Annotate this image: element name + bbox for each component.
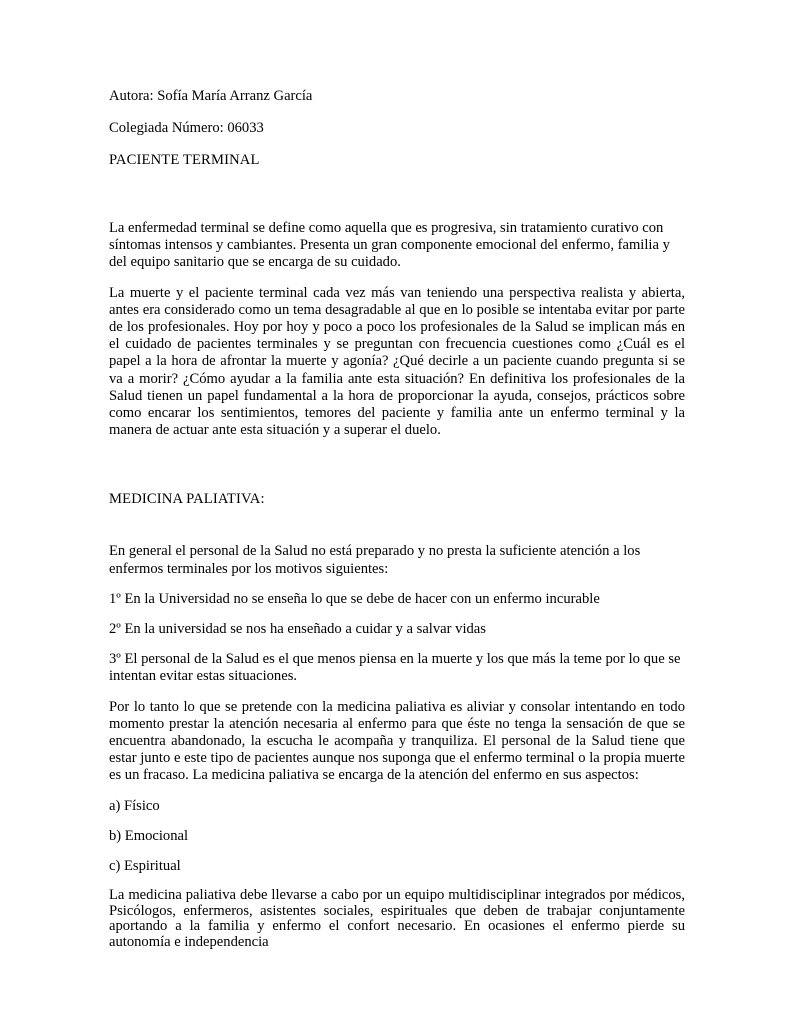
- spacer: [109, 272, 685, 285]
- spacer: [109, 845, 685, 858]
- list-item: a) Físico: [109, 797, 160, 814]
- spacer: [109, 815, 685, 828]
- license-number-line: Colegiada Número: 06033: [109, 120, 264, 136]
- list-item: 2º En la universidad se nos ha enseñado a cuidar y a salvar vidas: [109, 621, 486, 638]
- section-heading-medicina-paliativa: MEDICINA PALIATIVA:: [109, 491, 265, 508]
- list-item: 3º El personal de la Salud es el que menos piensa en la muerte y los que más la teme por lo que se intentan evitar estas situaciones.: [109, 651, 681, 685]
- list-item: 1º En la Universidad no se enseña lo que se debe de hacer con un enfermo incurable: [109, 590, 600, 607]
- spacer: [109, 578, 685, 591]
- spacer: [109, 608, 685, 621]
- paragraph-goal: Por lo tanto lo que se pretende con la medicina paliativa es aliviar y consolar intentando en todo momento prestar la atención necesaria al enfermo para que éste no tenga la sensación de que se encuentra abandonado, la escucha le acompaña y tranquiliza. El personal de la Salud tiene que estar junto e este tipo de pacientes aunque nos suponga que el enfermo terminal o la propia muerte es un fracaso. La medicina paliativa se encarga de la atención del enfermo en sus aspectos:: [109, 698, 685, 784]
- spacer: [109, 638, 685, 651]
- spacer: [109, 686, 685, 699]
- page-title: PACIENTE TERMINAL: [109, 152, 260, 168]
- spacer: [109, 785, 685, 798]
- paragraph-unprepared: En general el personal de la Salud no está preparado y no presta la suficiente atención a los enfermos terminales por los motivos siguientes:: [109, 543, 641, 577]
- spacer: [109, 168, 685, 220]
- paragraph-perspective: La muerte y el paciente terminal cada vez más van teniendo una perspectiva realista y abierta, antes era considerado como un tema desagradable al que en lo posible se intentaba evitar por parte de los profesionales. Hoy por hoy y poco a poco los profesionales de la Salud se implican más en el cuidado de pacientes terminales y se preguntan con frecuencia cuestiones como ¿Cuál es el papel a la hora de afrontar la muerte y agonía? ¿Qué decirle a un paciente cuando pregunta si se va a morir? ¿Cómo ayudar a la familia ante esta situación? En definitiva los profesionales de la Salud tienen un papel fundamental a la hora de proporcionar la ayuda, consejos, prácticos sobre como encarar los sentimientos, temores del paciente y familia ante un enfermo terminal y la manera de actuar ante esta situación y a superar el duelo.: [109, 284, 685, 439]
- spacer: [109, 439, 685, 491]
- paragraph-team: La medicina paliativa debe llevarse a cabo por un equipo multidisciplinar integrados por médicos, Psicólogos, enfermeros, asistentes sociales, espirituales que deben de trabajar conjuntamente aportando a la familia y enfermo el confort necesario. En ocasiones el enfermo pierde su autonomía e independencia: [109, 887, 685, 950]
- document-body: [109, 88, 685, 950]
- list-item: b) Emocional: [109, 827, 189, 844]
- paragraph-intro: La enfermedad terminal se define como aquella que es progresiva, sin tratamiento curativo con síntomas intensos y cambiantes. Presenta un gran componente emocional del enfermo, familia y del equipo sanitario que se encarga de su cuidado.: [109, 220, 670, 271]
- author-line: Autora: Sofía María Arranz García: [109, 88, 313, 104]
- spacer: [109, 507, 685, 543]
- list-item: c) Espiritual: [109, 858, 181, 875]
